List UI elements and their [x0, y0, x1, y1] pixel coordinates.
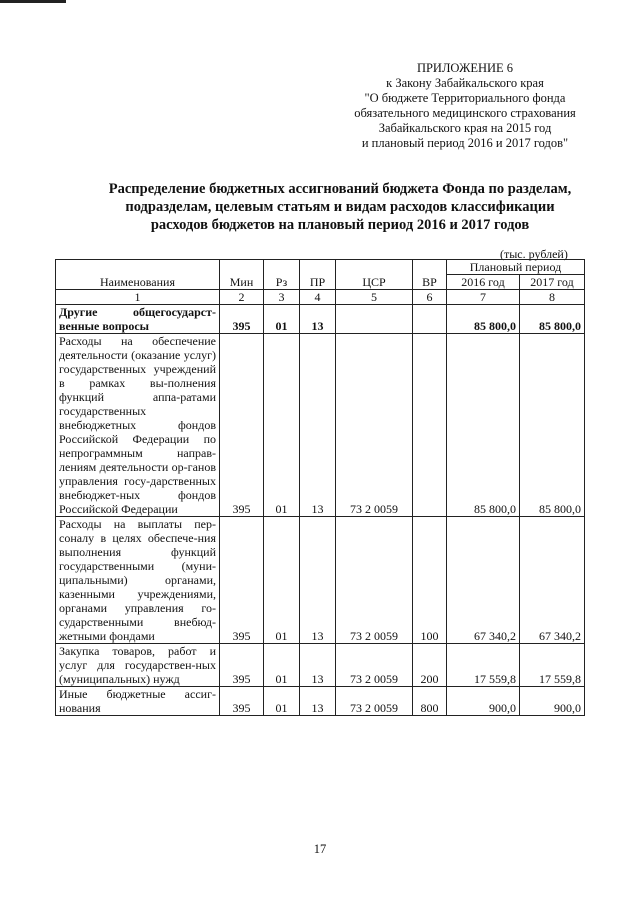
row-rz: 01: [264, 305, 300, 334]
row-min: 395: [220, 687, 264, 716]
row-min: 395: [220, 517, 264, 644]
appendix-line: ПРИЛОЖЕНИЕ 6: [416, 61, 514, 75]
row-min: 395: [220, 305, 264, 334]
column-number: 4: [300, 290, 336, 305]
row-vr: [413, 305, 447, 334]
title-line: расходов бюджетов на плановый период 2016 и 2017 годов: [150, 217, 530, 233]
header-plan-period: Плановый период: [447, 260, 585, 275]
column-number: 5: [336, 290, 413, 305]
document-title: [60, 180, 620, 234]
page-number: 17: [313, 842, 327, 856]
budget-table: [55, 259, 585, 716]
row-name: Другие общегосударст-венные вопросы: [56, 305, 220, 334]
column-number: 3: [264, 290, 300, 305]
row-min: 395: [220, 334, 264, 517]
header-min: Мин: [220, 260, 264, 290]
row-2016: 85 800,0: [447, 334, 520, 517]
row-2016: 17 559,8: [447, 644, 520, 687]
row-name: Расходы на обеспечение деятельности (оказание услуг) государственных учреждений в рамках вы-полнения функций аппа-ратами государственных внебюджетных фондов Российской Федерации по непрограммным направ-лениям деятельности ор-ганов управления госу-дарственных внебюджет-ных фондов Российской Федерации: [56, 334, 220, 517]
header-2017: 2017 год: [520, 275, 585, 290]
row-2017: 900,0: [520, 687, 585, 716]
scan-corner-mark: [0, 0, 66, 3]
row-vr: 100: [413, 517, 447, 644]
row-pr: 13: [300, 517, 336, 644]
table-row: [56, 334, 585, 517]
row-pr: 13: [300, 687, 336, 716]
row-pr: 13: [300, 334, 336, 517]
column-number-row: [56, 290, 585, 305]
row-name: Закупка товаров, работ и услуг для государствен-ных (муниципальных) нужд: [56, 644, 220, 687]
row-2017: 67 340,2: [520, 517, 585, 644]
column-number: 2: [220, 290, 264, 305]
appendix-header: [330, 61, 600, 151]
row-csr: 73 2 0059: [336, 334, 413, 517]
header-name: Наименования: [56, 260, 220, 290]
row-2017: 17 559,8: [520, 644, 585, 687]
column-number: 8: [520, 290, 585, 305]
row-vr: 800: [413, 687, 447, 716]
table-row: [56, 517, 585, 644]
header-pr: ПР: [300, 260, 336, 290]
row-2017: 85 800,0: [520, 334, 585, 517]
table-row: [56, 687, 585, 716]
header-vr: ВР: [413, 260, 447, 290]
row-name: Расходы на выплаты пер-соналу в целях обеспече-ния выполнения функций государственными (муни-ципальными) органами, казенными учреждениями, органами управления го-сударственными внебюд-жетными фондами: [56, 517, 220, 644]
row-pr: 13: [300, 305, 336, 334]
row-vr: [413, 334, 447, 517]
units-note: (тыс. рублей): [500, 247, 568, 261]
row-vr: 200: [413, 644, 447, 687]
appendix-line: обязательного медицинского страхования: [354, 106, 576, 120]
table-header-row: [56, 260, 585, 275]
row-csr: [336, 305, 413, 334]
row-pr: 13: [300, 644, 336, 687]
row-name: Иные бюджетные ассиг-нования: [56, 687, 220, 716]
appendix-line: "О бюджете Территориального фонда: [364, 91, 566, 105]
table-row: [56, 644, 585, 687]
row-rz: 01: [264, 334, 300, 517]
row-min: 395: [220, 644, 264, 687]
row-rz: 01: [264, 687, 300, 716]
header-rz: Рз: [264, 260, 300, 290]
row-rz: 01: [264, 644, 300, 687]
appendix-line: и плановый период 2016 и 2017 годов": [361, 136, 569, 150]
row-2016: 900,0: [447, 687, 520, 716]
table-row: [56, 305, 585, 334]
row-csr: 73 2 0059: [336, 644, 413, 687]
header-2016: 2016 год: [447, 275, 520, 290]
column-number: 7: [447, 290, 520, 305]
header-csr: ЦСР: [336, 260, 413, 290]
row-rz: 01: [264, 517, 300, 644]
row-csr: 73 2 0059: [336, 517, 413, 644]
appendix-line: Забайкальского края на 2015 год: [378, 121, 552, 135]
title-line: Распределение бюджетных ассигнований бюджета Фонда по разделам,: [108, 181, 572, 197]
title-line: подразделам, целевым статьям и видам расходов классификации: [125, 199, 555, 215]
appendix-line: к Закону Забайкальского края: [386, 76, 544, 90]
row-2016: 85 800,0: [447, 305, 520, 334]
row-2016: 67 340,2: [447, 517, 520, 644]
row-csr: 73 2 0059: [336, 687, 413, 716]
column-number: 6: [413, 290, 447, 305]
column-number: 1: [56, 290, 220, 305]
row-2017: 85 800,0: [520, 305, 585, 334]
